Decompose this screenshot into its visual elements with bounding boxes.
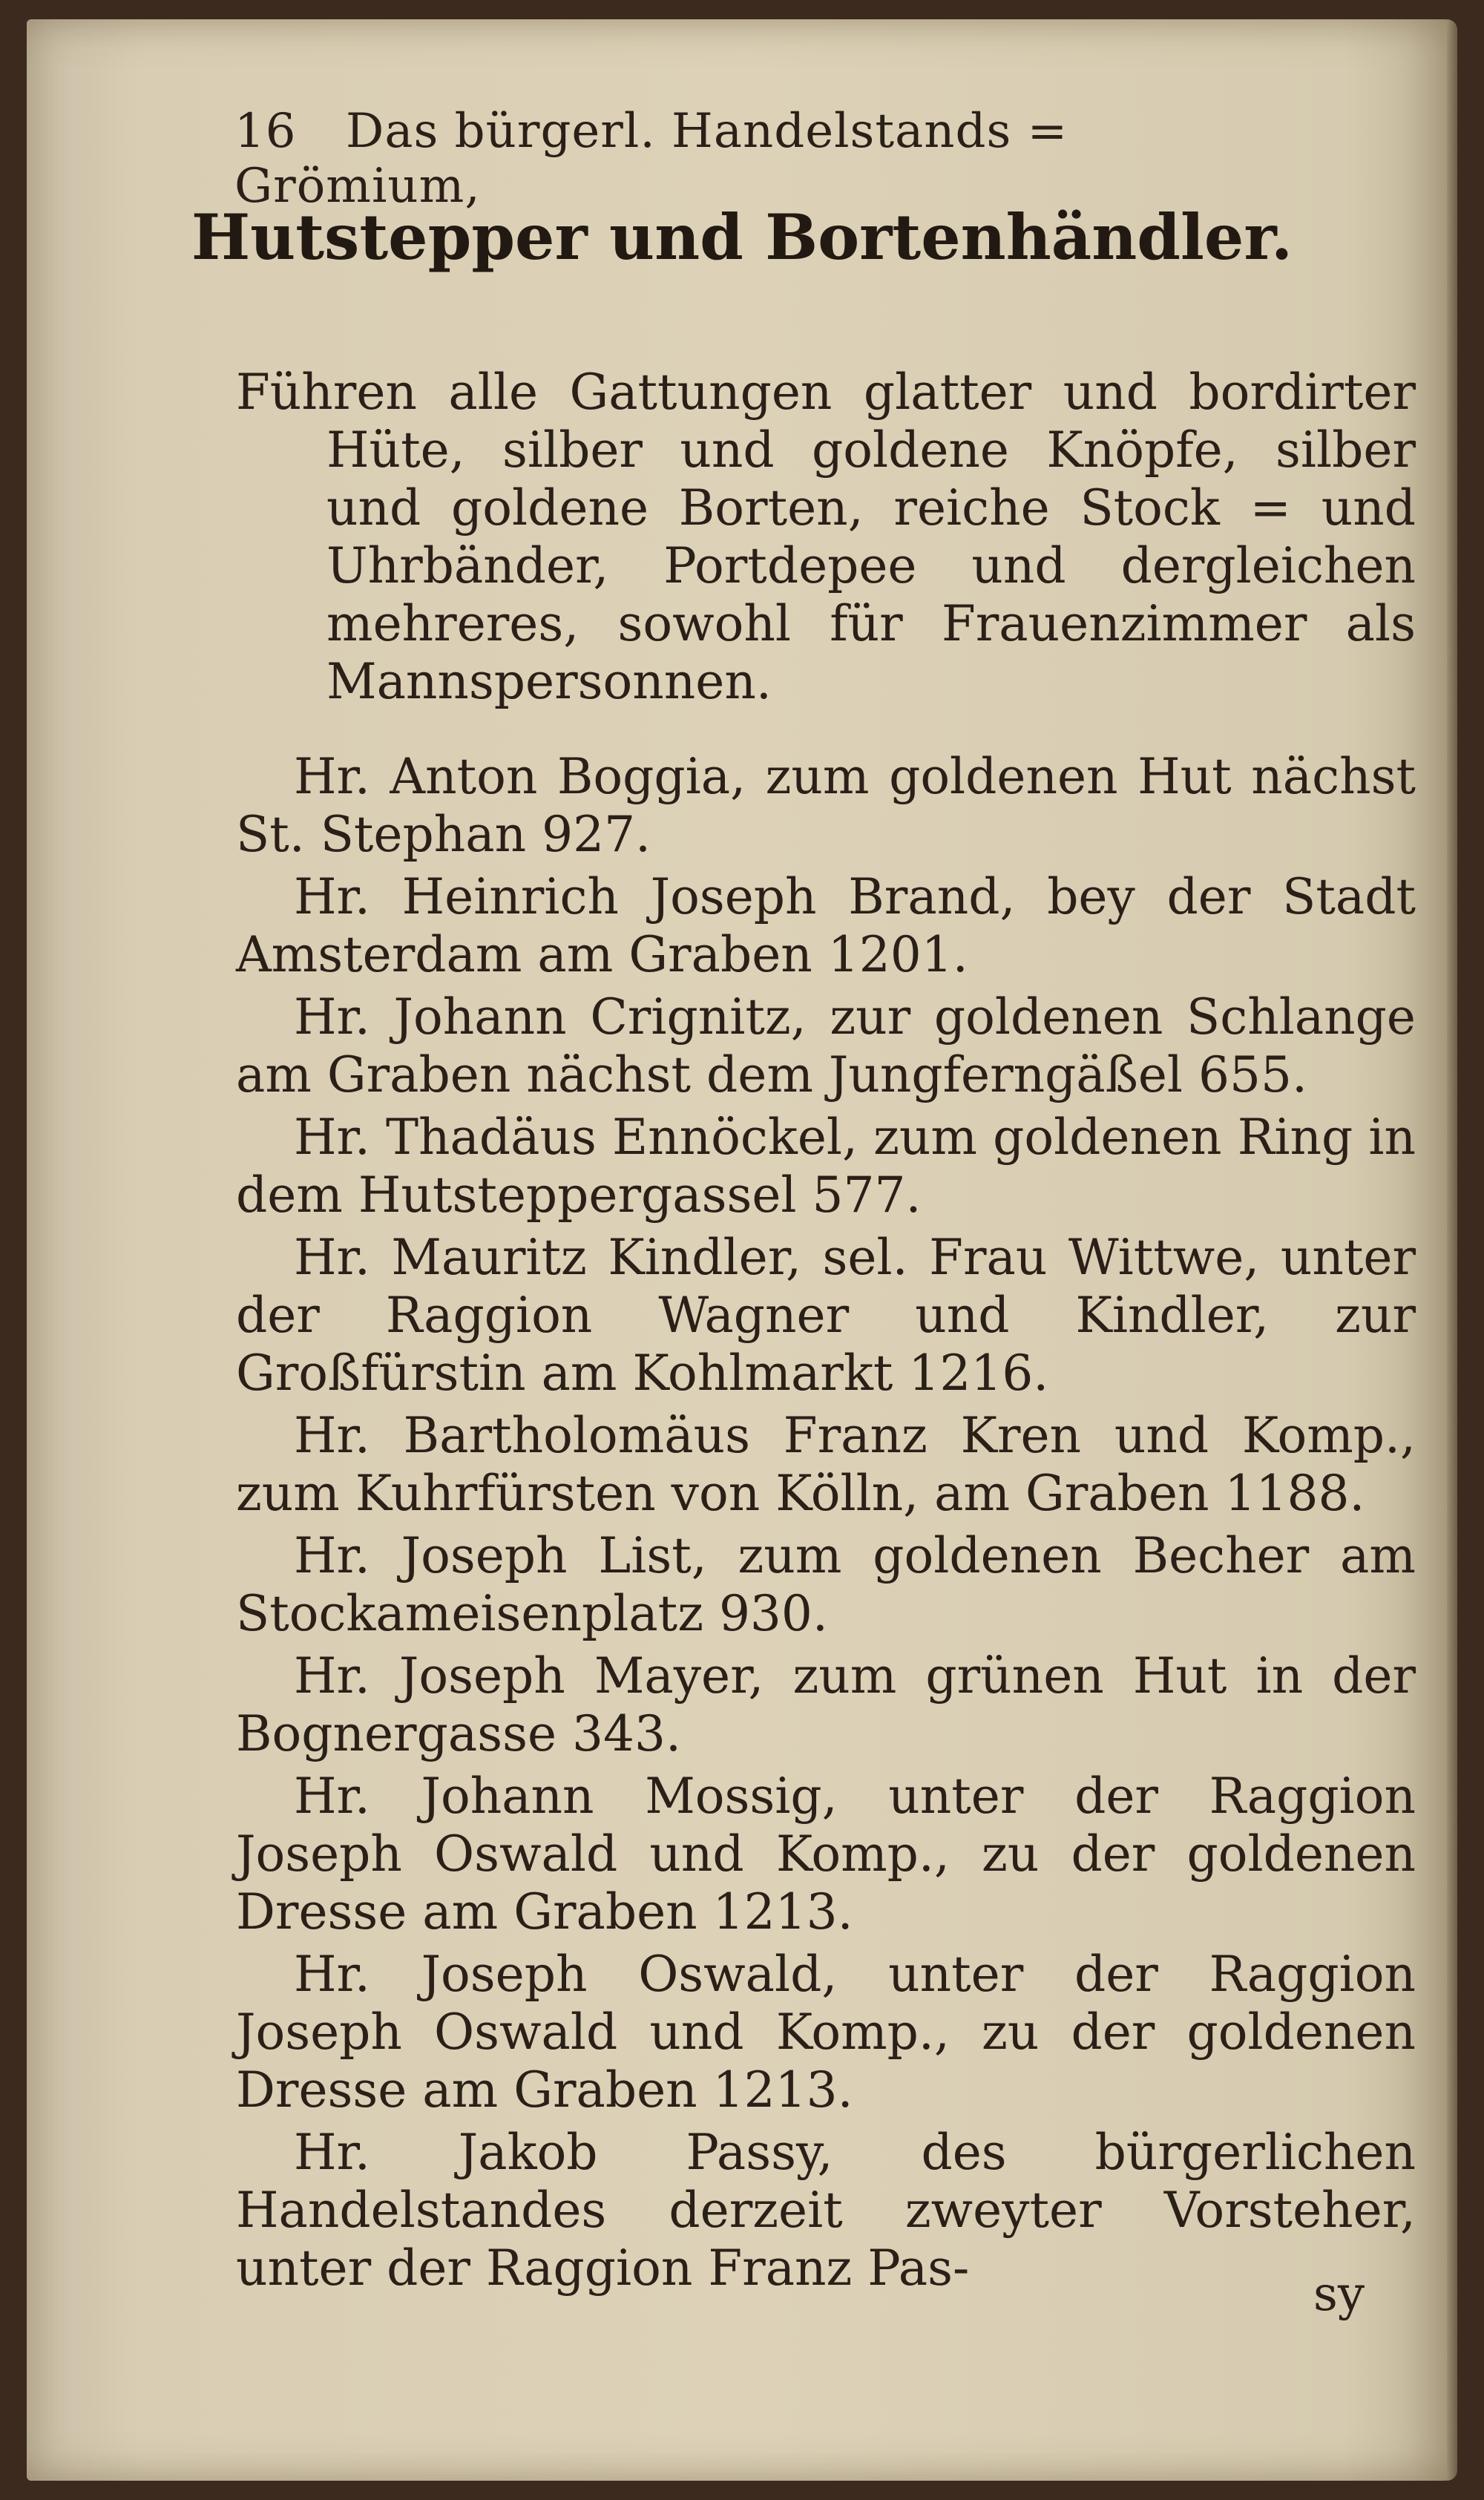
list-item: Hr. Anton Boggia, zum goldenen Hut nächst St. Stephan 927. — [236, 748, 1416, 863]
list-item: Hr. Johann Crignitz, zur goldenen Schlange am Graben nächst dem Jungferngäßel 655. — [236, 988, 1416, 1103]
list-item: Hr. Joseph List, zum goldenen Becher am Stockameisenplatz 930. — [236, 1527, 1416, 1642]
list-item: Hr. Jakob Passy, des bürgerlichen Handelstandes derzeit zweyter Vorsteher, unter der Raggion Franz Pas- — [236, 2124, 1416, 2297]
list-item: Hr. Johann Mossig, unter der Raggion Joseph Oswald und Komp., zu der goldenen Dresse am Graben 1213. — [236, 1768, 1416, 1940]
list-item: Hr. Heinrich Joseph Brand, bey der Stadt Amsterdam am Graben 1201. — [236, 868, 1416, 983]
section-title: Hutstepper und Bortenhändler. — [191, 200, 1293, 274]
list-item: Hr. Joseph Oswald, unter der Raggion Joseph Oswald und Komp., zu der goldenen Dresse am Graben 1213. — [236, 1946, 1416, 2119]
page-number: 16 — [234, 104, 297, 159]
page-edge — [1447, 19, 1457, 2481]
intro-paragraph — [236, 364, 1416, 711]
intro-text: Führen alle Gattungen glatter und bordirter Hüte, silber und goldene Knöpfe, silber und goldene Borten, reiche Stock = und Uhrbänder, Portdepee und dergleichen mehreres, sowohl für Frauenzimmer als Mannspersonnen. — [236, 364, 1416, 710]
list-item: Hr. Thadäus Ennöckel, zum goldenen Ring in dem Hutsteppergassel 577. — [236, 1109, 1416, 1224]
merchant-list — [236, 748, 1416, 2302]
list-item: Hr. Joseph Mayer, zum grünen Hut in der Bognergasse 343. — [236, 1647, 1416, 1762]
running-title: Das bürgerl. Handelstands = Grömium, — [234, 104, 1068, 214]
list-item: Hr. Mauritz Kindler, sel. Frau Wittwe, unter der Raggion Wagner und Kindler, zur Großfürstin am Kohlmarkt 1216. — [236, 1229, 1416, 1402]
catchword: sy — [1313, 2267, 1365, 2322]
running-header — [234, 104, 1310, 214]
list-item: Hr. Bartholomäus Franz Kren und Komp., zum Kuhrfürsten von Kölln, am Graben 1188. — [236, 1407, 1416, 1522]
